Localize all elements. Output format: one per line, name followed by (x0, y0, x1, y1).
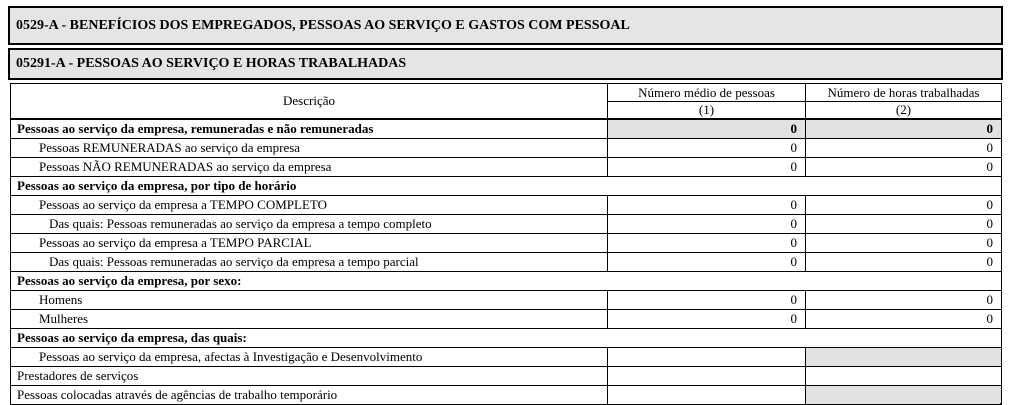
value-cell-col2[interactable]: 0 (806, 233, 1002, 252)
value-cell-col2 (806, 385, 1002, 404)
table-row (11, 309, 1002, 328)
value-cell-col1[interactable]: 0 (608, 157, 806, 176)
value-cell-col2 (806, 347, 1002, 366)
value-cell-col1[interactable] (608, 347, 806, 366)
table-row (11, 176, 1002, 195)
value-cell-col2[interactable]: 0 (806, 252, 1002, 271)
row-label: Pessoas ao serviço da empresa, por sexo: (11, 271, 1002, 290)
row-label: Pessoas ao serviço da empresa, das quais: (11, 328, 1002, 347)
value-cell-col2[interactable] (806, 366, 1002, 385)
value-cell-col1[interactable]: 0 (608, 309, 806, 328)
value-cell-col1[interactable]: 0 (608, 214, 806, 233)
value-cell-col1[interactable]: 0 (608, 233, 806, 252)
row-label: Das quais: Pessoas remuneradas ao serviço da empresa a tempo parcial (11, 252, 608, 271)
value-cell-col2[interactable]: 0 (806, 290, 1002, 309)
table-row (11, 195, 1002, 214)
value-cell-col1[interactable] (608, 366, 806, 385)
value-cell-col1[interactable]: 0 (608, 195, 806, 214)
table-row (11, 385, 1002, 404)
row-label: Homens (11, 290, 608, 309)
table-row (11, 271, 1002, 290)
col-code-2: (2) (806, 102, 1002, 120)
row-label: Pessoas ao serviço da empresa, remuneradas e não remuneradas (11, 119, 608, 138)
table-row (11, 233, 1002, 252)
value-cell-col2: 0 (806, 119, 1002, 138)
value-cell-col1[interactable] (608, 385, 806, 404)
row-label: Pessoas ao serviço da empresa a TEMPO COMPLETO (11, 195, 608, 214)
col-code-1: (1) (608, 102, 806, 120)
value-cell-col1[interactable]: 0 (608, 252, 806, 271)
section-title-bar (8, 48, 1003, 80)
row-label: Pessoas ao serviço da empresa a TEMPO PARCIAL (11, 233, 608, 252)
value-cell-col2[interactable]: 0 (806, 157, 1002, 176)
value-cell-col2[interactable]: 0 (806, 214, 1002, 233)
col-header-description: Descrição (11, 84, 608, 120)
form-title: 0529-A - BENEFÍCIOS DOS EMPREGADOS, PESSOAS AO SERVIÇO E GASTOS COM PESSOAL (16, 17, 630, 33)
row-label: Pessoas REMUNERADAS ao serviço da empresa (11, 138, 608, 157)
row-label: Prestadores de serviços (11, 366, 608, 385)
col-header-average-people: Número médio de pessoas (608, 84, 806, 102)
section-title: 05291-A - PESSOAS AO SERVIÇO E HORAS TRABALHADAS (16, 56, 407, 71)
table-row (11, 347, 1002, 366)
header-row-labels (11, 84, 1002, 102)
form-title-bar (8, 6, 1003, 45)
value-cell-col1[interactable]: 0 (608, 290, 806, 309)
value-cell-col1: 0 (608, 119, 806, 138)
table-row (11, 157, 1002, 176)
row-label: Pessoas colocadas através de agências de trabalho temporário (11, 385, 608, 404)
row-label: Das quais: Pessoas remuneradas ao serviço da empresa a tempo completo (11, 214, 608, 233)
table-row (11, 328, 1002, 347)
table-row (11, 290, 1002, 309)
value-cell-col2[interactable]: 0 (806, 309, 1002, 328)
value-cell-col2[interactable]: 0 (806, 138, 1002, 157)
value-cell-col2[interactable]: 0 (806, 195, 1002, 214)
table-row (11, 366, 1002, 385)
value-cell-col1[interactable]: 0 (608, 138, 806, 157)
row-label: Pessoas ao serviço da empresa, por tipo de horário (11, 176, 1002, 195)
col-header-hours-worked: Número de horas trabalhadas (806, 84, 1002, 102)
row-label: Pessoas NÃO REMUNERADAS ao serviço da empresa (11, 157, 608, 176)
personnel-table (10, 83, 1002, 405)
table-row (11, 138, 1002, 157)
table-row (11, 252, 1002, 271)
table-row (11, 119, 1002, 138)
row-label: Pessoas ao serviço da empresa, afectas à Investigação e Desenvolvimento (11, 347, 608, 366)
row-label: Mulheres (11, 309, 608, 328)
table-body (11, 119, 1002, 404)
table-row (11, 214, 1002, 233)
